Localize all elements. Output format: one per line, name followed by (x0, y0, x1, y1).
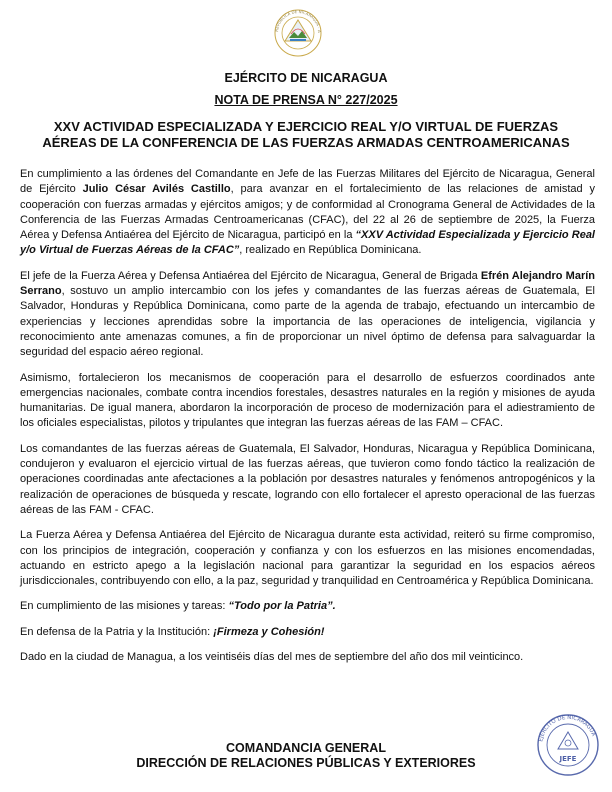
motto-2: ¡Firmeza y Cohesión! (213, 625, 325, 638)
event-name: “XXV Actividad Especializada y Ejercicio Real y/o Virtual de Fuerzas Aéreas de la CFAC” (20, 229, 595, 257)
press-note-number: NOTA DE PRENSA N° 227/2025 (214, 93, 398, 107)
stamp-text: EJÉRCITO DE NICARAGUA (538, 714, 597, 743)
paragraph-1: En cumplimiento a las órdenes del Comandante en Jefe de las Fuerzas Militares del Ejército de Nicaragua, General de Ejército Julio César Avilés Castillo, para avanzar en el fortalecimiento de las relaciones de amistad y cooperación con fuerzas armadas y ejércitos amigos; y de conformidad al Cronograma General de Actividades de la Conferencia de las Fuerzas Armadas Centroamericanas (CFAC), del 22 al 26 de septiembre de 2025, la Fuerza Aérea y Defensa Antiaérea del Ejército de Nicaragua, participó en la “XXV Actividad Especializada y Ejercicio Real y/o Virtual de Fuerzas Aéreas de la CFAC”, realizado en República Dominicana. (20, 168, 595, 257)
signature-line-2: DIRECCIÓN DE RELACIONES PÚBLICAS Y EXTERIORES (136, 756, 476, 770)
air-force-chief-name: Efrén Alejandro Marín Serrano (20, 269, 596, 298)
paragraph-3: Asimismo, fortalecieron los mecanismos de cooperación para el desarrollo de esfuerzos coordinados ante emergencias nacionales, combate contra incendios forestales, desastres naturales en la región y misiones de ayuda humanitarias. De igual manera, abordaron la incorporación de proceso de modernización para el adiestramiento de los oficiales especialistas, pilotos y tripulantes que integran las fuerzas aéreas de las FAM – CFAC. (20, 371, 595, 430)
paragraph-7: En defensa de la Patria y la Institución: ¡Firmeza y Cohesión! (20, 625, 325, 638)
seal-text: REPÚBLICA DE NICARAGUA · A (274, 8, 323, 33)
signature-line-1: COMANDANCIA GENERAL (226, 741, 386, 755)
paragraph-6: En cumplimiento de las misiones y tareas: “Todo por la Patria”. (20, 600, 336, 613)
paragraph-4: Los comandantes de las fuerzas aéreas de Guatemala, El Salvador, Honduras, Nicaragua y República Dominicana, condujeron y evaluaron el ejercicio virtual de las fuerzas aéreas, que tuvieron como fondo táctico la realización de operaciones coordinadas ante afectaciones a la población por desastres naturales y fenómenos antropogénicos y la realización de operaciones de búsqueda y rescate, logrando con ello fortalecer el apresto operacional de las fuerzas aéreas de las FAM - CFAC. (20, 442, 595, 516)
stamp-label: JEFE (559, 755, 577, 763)
stamp-icon (535, 712, 601, 778)
paragraph-5: La Fuerza Aérea y Defensa Antiaérea del Ejército de Nicaragua durante esta actividad, reiteró su firme compromiso, con los principios de integración, cooperación y confianza y con los esfuerzos en las misiones encomendadas, actuando en estricto apego a la legislación nacional para garantizar la seguridad en los espacios aéreos jurisdiccionales, contribuyendo con ello, a la paz, seguridad y tranquilidad en Centroamérica y República Dominicana. (20, 529, 595, 588)
closing-paragraph: Dado en la ciudad de Managua, a los veintiséis días del mes de septiembre del año dos mil veinticinco. (20, 651, 524, 664)
organization-title: EJÉRCITO DE NICARAGUA (224, 71, 388, 85)
headline (20, 119, 592, 151)
press-release-body (20, 167, 595, 675)
official-stamp (535, 712, 601, 778)
nicaragua-seal-icon (268, 8, 328, 58)
paragraph-2: El jefe de la Fuerza Aérea y Defensa Antiaérea del Ejército de Nicaragua, General de Brigada Efrén Alejandro Marín Serrano, sostuvo un amplio intercambio con los jefes y comandantes de las fuerzas aéreas de Guatemala, El Salvador, Honduras y República Dominicana, como parte de la agenda de trabajo, efectuando un intercambio de experiencias y lecciones aprendidas sobre la importancia de las operaciones de inteligencia, vigilancia y reconocimiento ante amenazas comunes, a fin de proporcionar un nivel óptimo de defensa para salvaguardar la seguridad del espacio aéreo regional. (20, 269, 596, 359)
headline-line-2: AÉREAS DE LA CONFERENCIA DE LAS FUERZAS ARMADAS CENTROAMERICANAS (42, 135, 570, 150)
coat-of-arms-seal (268, 8, 328, 58)
motto-1: “Todo por la Patria”. (228, 600, 336, 613)
signature-block (0, 741, 612, 771)
commander-name: Julio César Avilés Castillo (82, 183, 231, 196)
headline-line-1: XXV ACTIVIDAD ESPECIALIZADA Y EJERCICIO REAL Y/O VIRTUAL DE FUERZAS (53, 119, 559, 134)
